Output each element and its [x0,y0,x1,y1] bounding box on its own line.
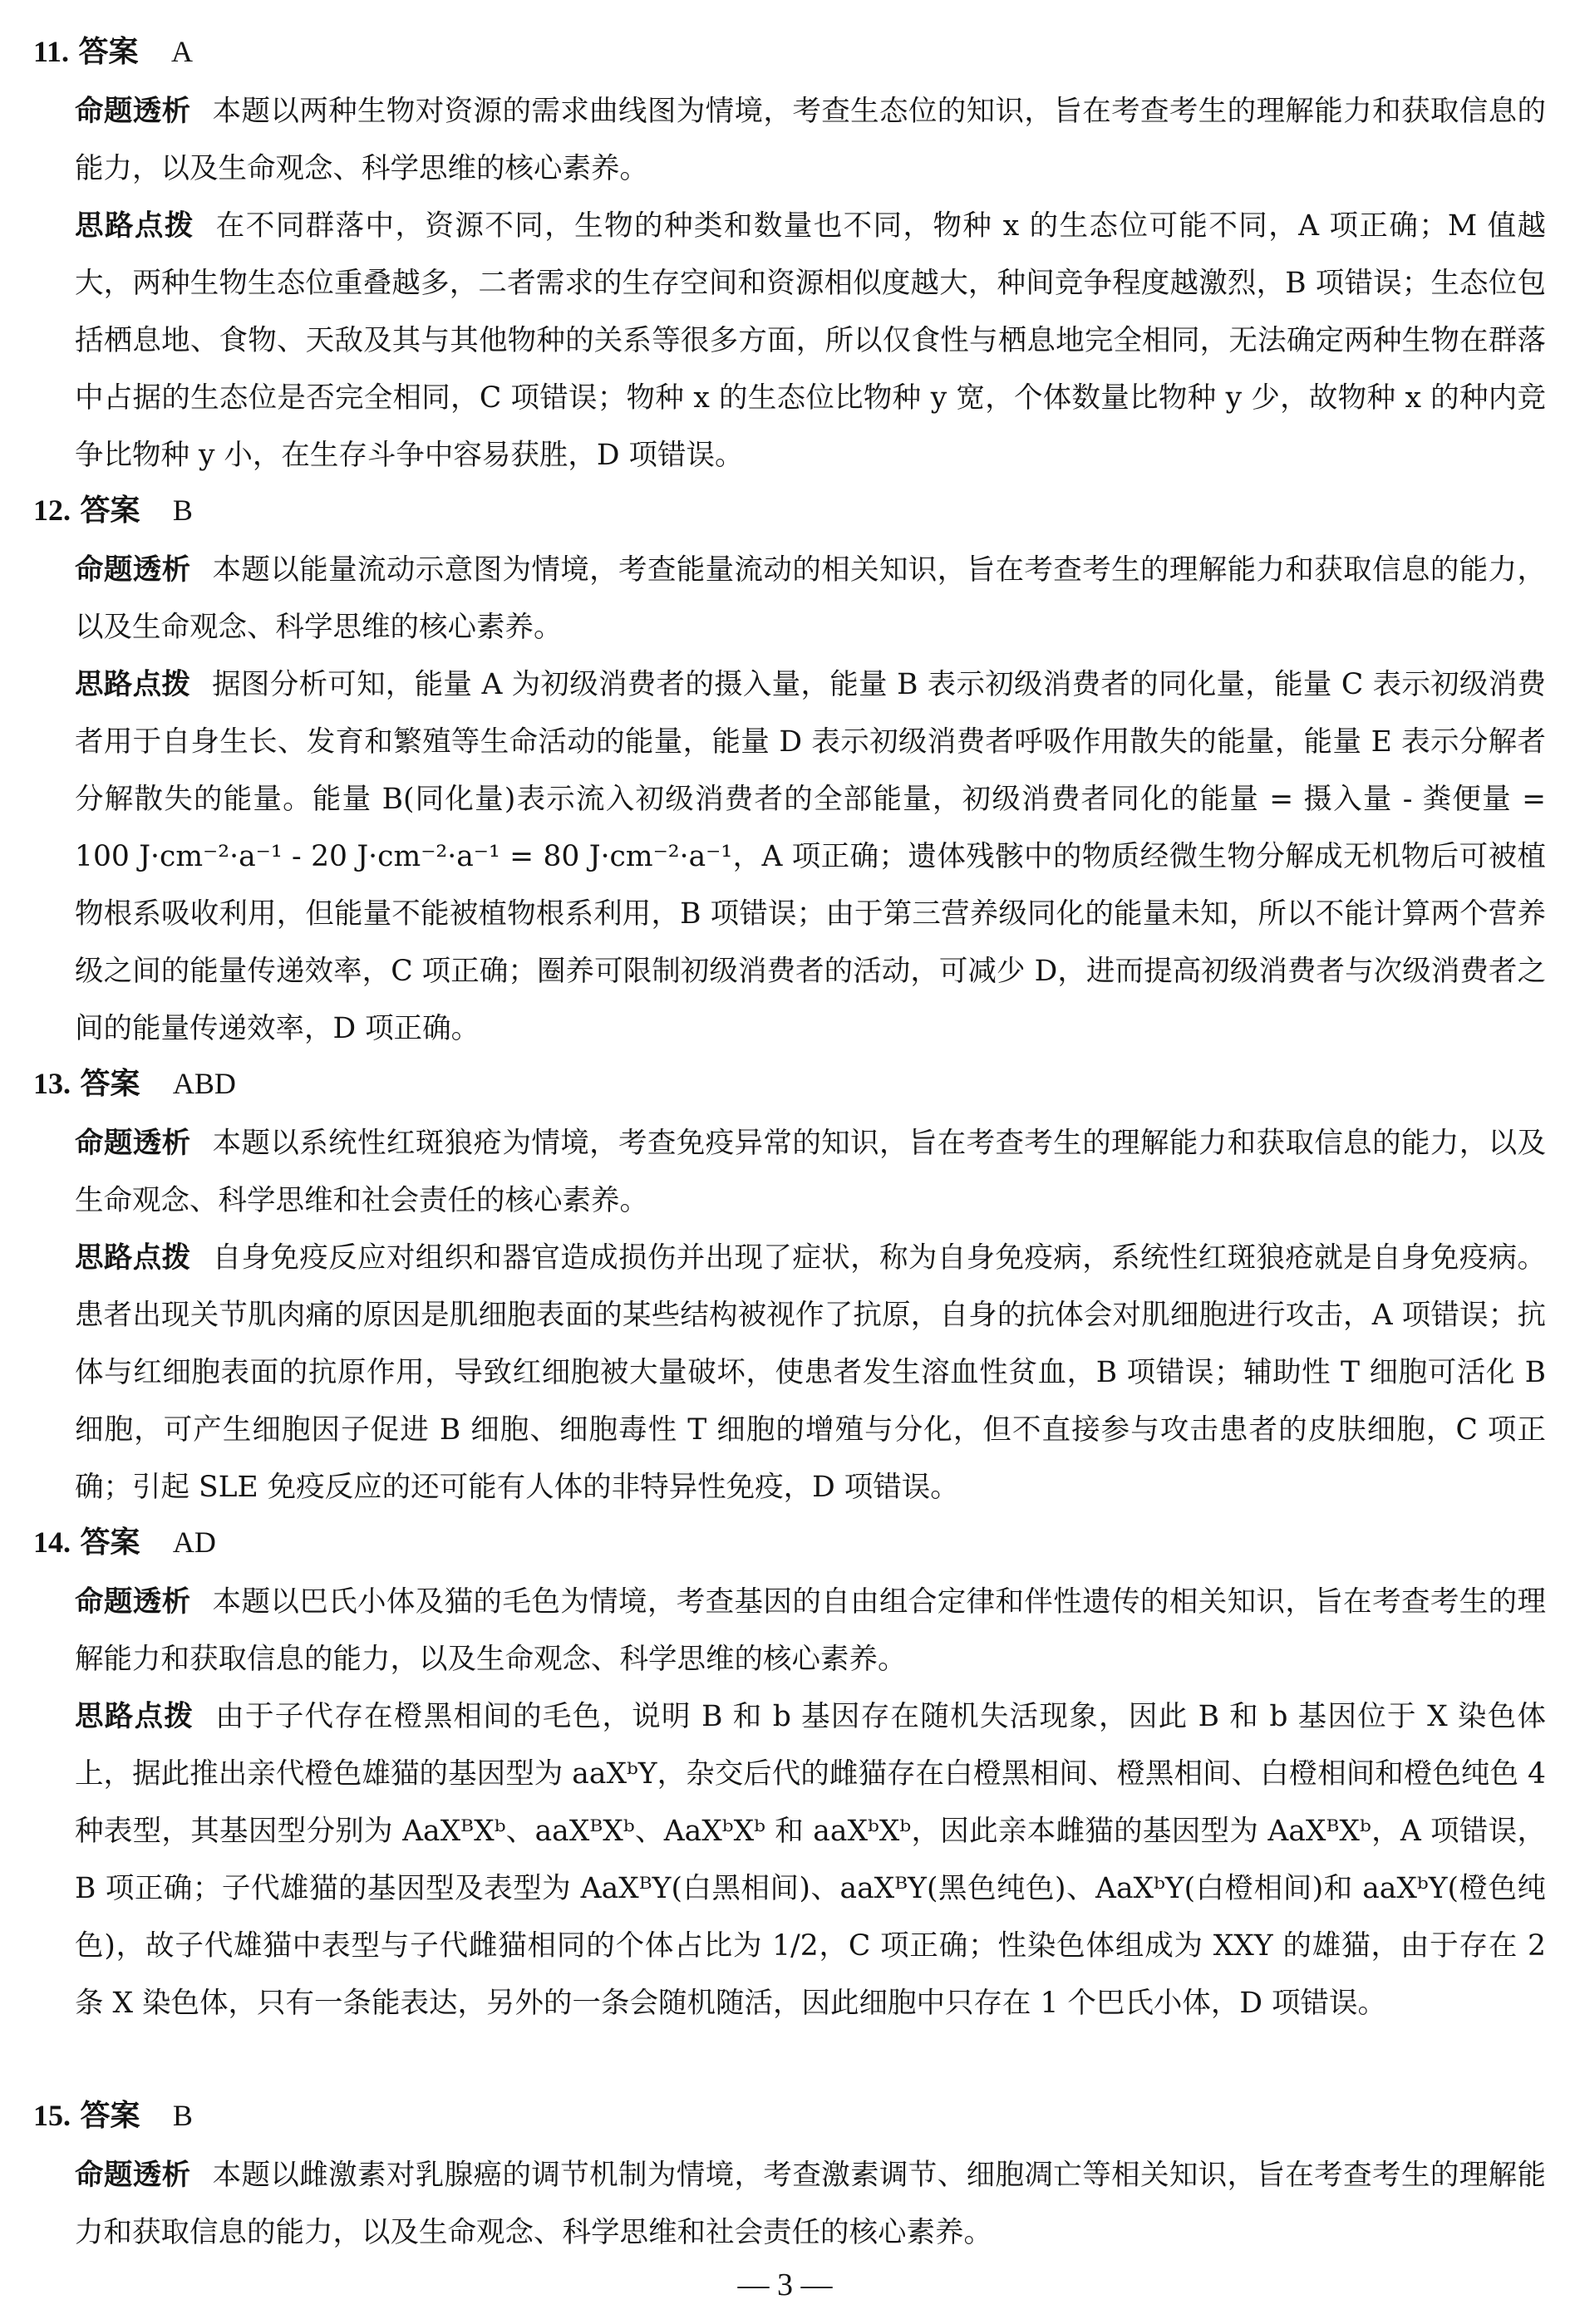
question-number: 15. [33,2099,71,2132]
analysis-label: 命题透析 [75,1585,191,1619]
question-11-header [33,28,1529,75]
question-14-header [33,1519,1529,1565]
answer-value: AD [172,1526,216,1559]
hint-label: 思路点拨 [75,209,194,243]
answer-label: 答案 [80,2099,140,2133]
question-15-analysis [75,2147,1546,2262]
analysis-label: 命题透析 [75,1127,191,1160]
answer-value: A [170,35,193,68]
question-12-analysis [75,542,1546,656]
analysis-text: 本题以雌激素对乳腺癌的调节机制为情境，考查激素调节、细胞凋亡等相关知识，旨在考查考生的理解能力和获取信息的能力，以及生命观念、科学思维和社会责任的核心素养。 [75,2159,1547,2249]
analysis-label: 命题透析 [75,95,191,128]
question-number: 14. [33,1526,71,1559]
question-14-hint [75,1688,1546,2032]
question-12-hint [75,656,1546,1058]
question-15-header [33,2092,1529,2139]
hint-text: 据图分析可知，能量 A 为初级消费者的摄入量，能量 B 表示初级消费者的同化量，能量 C 表示初级消费者用于自身生长、发育和繁殖等生命活动的能量，能量 D 表示初级消费者呼吸作用散失的能量，能量 E 表示分解者分解散失的能量。能量 B(同化量)表示流入初级消费者的全部能量，初级消费者同化的能量 = 摄入量 - 粪便量 = 100 J·cm⁻²·a⁻¹ - 20 J·cm⁻²·a⁻¹ = 80 J·cm⁻²·a⁻¹，A 项正确；遗体残骸中的物质经微生物分解成无机物后可被植物根系吸收利用，但能量不能被植物根系利用，B 项错误；由于第三营养级同化的能量未知，所以不能计算两个营养级之间的能量传递效率，C 项正确；圈养可限制初级消费者的活动，可减少 D，进而提高初级消费者与次级消费者之间的能量传递效率，D 项正确。 [75,668,1546,1045]
answer-label: 答案 [78,35,139,69]
answer-value: B [172,494,193,527]
question-14-analysis [75,1574,1546,1688]
answer-value: B [172,2099,193,2132]
hint-text: 在不同群落中，资源不同，生物的种类和数量也不同，物种 x 的生态位可能不同，A 项正确；M 值越大，两种生物生态位重叠越多，二者需求的生存空间和资源相似度越大，种间竞争程度越激烈，B 项错误；生态位包括栖息地、食物、天敌及其与其他物种的关系等很多方面，所以仅食性与栖息地完全相同，无法确定两种生物在群落中占据的生态位是否完全相同，C 项错误；物种 x 的生态位比物种 y 宽，个体数量比物种 y 少，故物种 x 的种内竞争比物种 y 小，在生存斗争中容易获胜，D 项错误。 [75,209,1547,472]
answer-label: 答案 [80,494,140,528]
analysis-text: 本题以两种生物对资源的需求曲线图为情境，考查生态位的知识，旨在考查考生的理解能力和获取信息的能力，以及生命观念、科学思维的核心素养。 [75,95,1547,185]
hint-label: 思路点拨 [75,1700,194,1733]
question-11-analysis [75,83,1546,198]
hint-text: 由于子代存在橙黑相间的毛色，说明 B 和 b 基因存在随机失活现象，因此 B 和 b 基因位于 X 染色体上，据此推出亲代橙色雄猫的基因型为 aaXᵇY，杂交后代的雌猫存在白橙黑相间、橙黑相间、白橙相间和橙色纯色 4 种表型，其基因型分别为 AaXᴮXᵇ、aaXᴮXᵇ、AaXᵇXᵇ 和 aaXᵇXᵇ，因此亲本雌猫的基因型为 AaXᴮXᵇ，A 项错误，B 项正确；子代雄猫的基因型及表型为 AaXᴮY(白黑相间)、aaXᴮY(黑色纯色)、AaXᵇY(白橙相间)和 aaXᵇY(橙色纯色)，故子代雄猫中表型与子代雌猫相同的个体占比为 1/2，C 项正确；性染色体组成为 XXY 的雄猫，由于存在 2 条 X 染色体，只有一条能表达，另外的一条会随机随活，因此细胞中只存在 1 个巴氏小体，D 项错误。 [75,1700,1546,2020]
question-13-hint [75,1230,1546,1516]
analysis-text: 本题以能量流动示意图为情境，考查能量流动的相关知识，旨在考查考生的理解能力和获取信息的能力，以及生命观念、科学思维的核心素养。 [75,553,1547,644]
answer-label: 答案 [80,1067,140,1101]
analysis-text: 本题以系统性红斑狼疮为情境，考查免疫异常的知识，旨在考查考生的理解能力和获取信息的能力，以及生命观念、科学思维和社会责任的核心素养。 [75,1127,1547,1217]
question-number: 12. [33,494,71,527]
page-number: — 3 — [737,2267,833,2302]
question-13-header [33,1060,1529,1107]
answer-label: 答案 [80,1526,140,1560]
analysis-label: 命题透析 [75,2159,191,2192]
hint-text: 自身免疫反应对组织和器官造成损伤并出现了症状，称为自身免疫病，系统性红斑狼疮就是自身免疫病。患者出现关节肌肉痛的原因是肌细胞表面的某些结构被视作了抗原，自身的抗体会对肌细胞进行攻击，A 项错误；抗体与红细胞表面的抗原作用，导致红细胞被大量破坏，使患者发生溶血性贫血，B 项错误；辅助性 T 细胞可活化 B 细胞，可产生细胞因子促进 B 细胞、细胞毒性 T 细胞的增殖与分化，但不直接参与攻击患者的皮肤细胞，C 项正确；引起 SLE 免疫反应的还可能有人体的非特异性免疫，D 项错误。 [75,1241,1547,1504]
analysis-label: 命题透析 [75,553,191,587]
question-11-hint [75,198,1546,484]
question-number: 11. [33,35,70,68]
question-13-analysis [75,1115,1546,1230]
question-number: 13. [33,1067,71,1100]
hint-label: 思路点拨 [75,668,191,701]
question-12-header [33,487,1529,533]
hint-label: 思路点拨 [75,1241,191,1275]
answer-value: ABD [172,1067,236,1100]
analysis-text: 本题以巴氏小体及猫的毛色为情境，考查基因的自由组合定律和伴性遗传的相关知识，旨在考查考生的理解能力和获取信息的能力，以及生命观念、科学思维的核心素养。 [75,1585,1547,1676]
